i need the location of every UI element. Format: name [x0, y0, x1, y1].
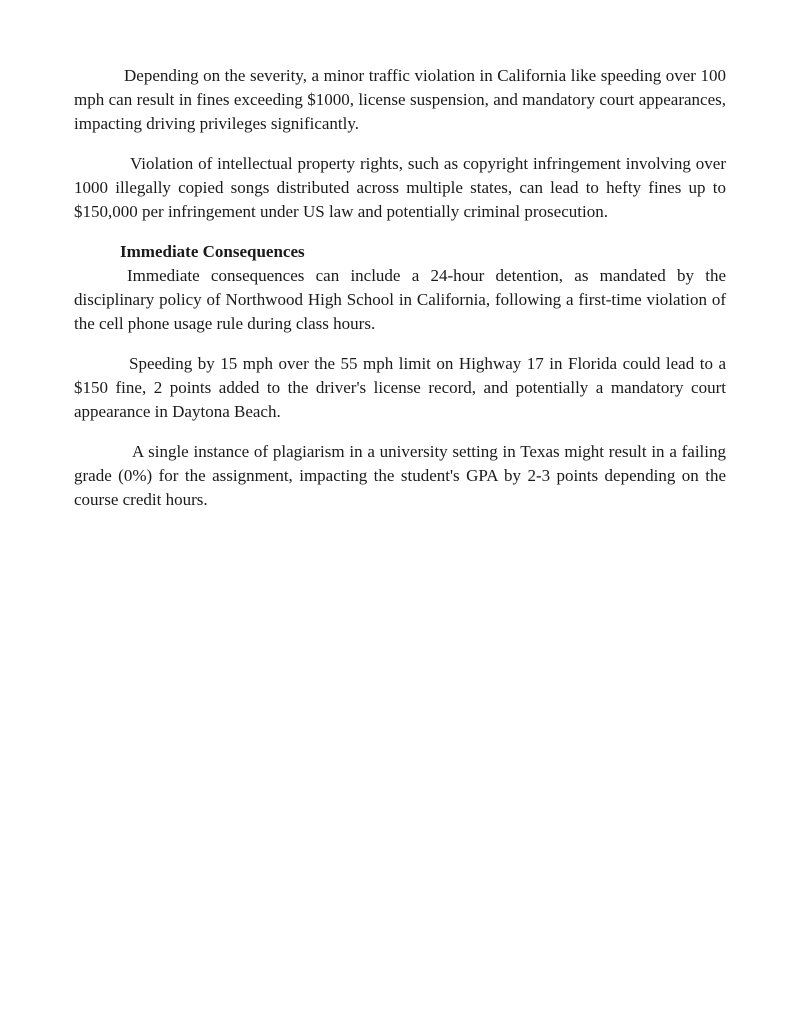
document-page [74, 64, 726, 528]
paragraph-detention: Immediate consequences can include a 24-hour detention, as mandated by the disciplinary policy of Northwood High School in California, following a first-time violation of the cell phone usage rule during class hours. [74, 266, 726, 333]
paragraph-traffic-violation: Depending on the severity, a minor traffic violation in California like speeding over 100 mph can result in fines exceeding $1000, license suspension, and mandatory court appearances, impacting driving privileges significantly. [74, 66, 726, 133]
section-heading: Immediate Consequences [120, 242, 305, 261]
paragraph-plagiarism: A single instance of plagiarism in a university setting in Texas might result in a failing grade (0%) for the assignment, impacting the student's GPA by 2-3 points depending on the course credit hours. [74, 442, 726, 509]
paragraph-speeding-fine: Speeding by 15 mph over the 55 mph limit on Highway 17 in Florida could lead to a $150 fine, 2 points added to the driver's license record, and potentially a mandatory court appearance in Daytona Beach. [74, 354, 726, 421]
paragraph-intellectual-property: Violation of intellectual property rights, such as copyright infringement involving over 1000 illegally copied songs distributed across multiple states, can lead to hefty fines up to $150,000 per infringement under US law and potentially criminal prosecution. [74, 154, 726, 221]
